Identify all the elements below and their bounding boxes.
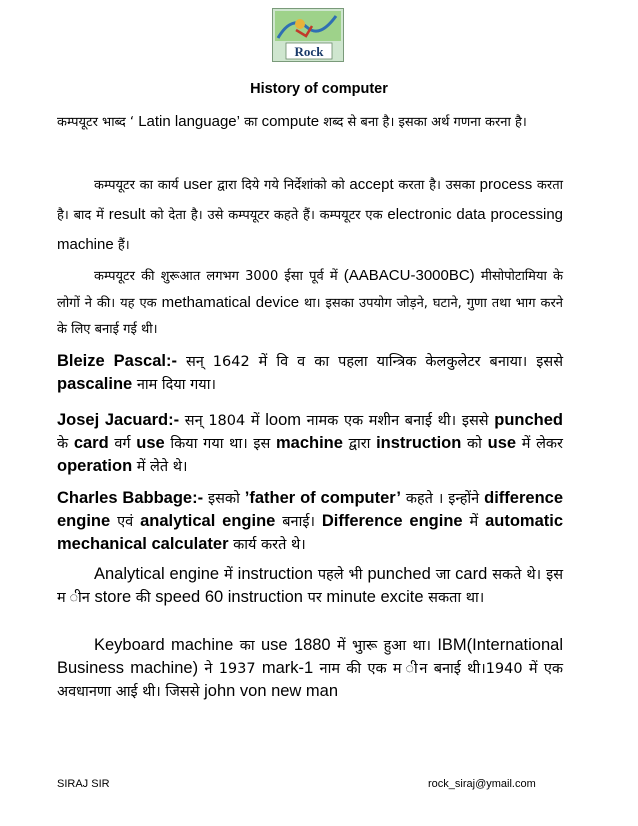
text-run: नामक एक मशीन बनाई थी। इससे	[301, 413, 495, 429]
text-run: सन् 1804 में	[179, 413, 266, 429]
text-run: को	[461, 436, 488, 452]
text-run: नाम दिया गया।	[132, 377, 216, 393]
text-run: machine	[275, 434, 343, 452]
text-run: (AABACU-3000BC)	[343, 267, 475, 284]
text-run: नाम की एक म ीन बनाई थी।1940 में एक अवधानणा आई थी। जिससे	[57, 661, 563, 700]
text-run: operation	[57, 457, 133, 475]
text-run: difference engine	[57, 489, 563, 530]
text-run: करता है। बाद में	[57, 178, 563, 223]
text-run: इसको	[203, 491, 245, 507]
text-run: बनाई।	[275, 514, 322, 530]
text-run: पर	[302, 590, 327, 606]
text-run: compute	[261, 113, 320, 130]
text-run: की	[131, 590, 156, 606]
text-run: वर्ग	[108, 436, 137, 452]
logo-text: Rock	[294, 44, 324, 59]
text-run: कम्पयूटर भाब्द ‘	[57, 115, 139, 130]
text-run: हैं।	[113, 238, 130, 253]
text-run: को देता है। उसे कम्पयूटर कहते हैं। कम्पयूटर एक	[145, 208, 388, 223]
text-run: electronic data processing machine	[57, 206, 564, 253]
text-run: mark-1	[261, 659, 314, 677]
paragraph-josej-jacuard	[57, 409, 563, 478]
page-title: History of computer	[250, 81, 388, 97]
text-run: use	[136, 434, 165, 452]
text-run: ने 1937	[198, 661, 262, 677]
text-run: store	[94, 588, 132, 606]
text-run: Latin language’	[138, 113, 240, 130]
text-run: speed 60 instruction	[155, 588, 303, 606]
text-run: minute excite	[326, 588, 424, 606]
text-run: में भुारू हुआ था।	[330, 638, 438, 654]
text-run: कम्पयूटर का कार्य	[94, 178, 184, 193]
text-run: use 1880	[260, 636, 331, 654]
text-run: में लेते थे।	[132, 459, 188, 475]
heading-run: Charles Babbage:-	[57, 489, 204, 507]
text-run: का	[239, 115, 262, 130]
text-run: सकता था।	[423, 590, 485, 606]
paragraph-charles-babbage	[57, 487, 563, 556]
text-run: के	[57, 436, 74, 452]
text-run: पहले भी	[312, 567, 368, 583]
text-run: में	[462, 514, 486, 530]
paragraph-3	[57, 263, 563, 343]
text-run: सकते थे। इस म ीन	[57, 567, 564, 606]
text-run: में लेकर	[516, 436, 563, 452]
text-run: pascaline	[57, 375, 133, 393]
text-run: instruction	[237, 565, 313, 583]
paragraph-1	[57, 110, 563, 135]
text-run: punched	[494, 411, 563, 429]
text-run: accept	[349, 176, 394, 193]
text-run: सन् 1642 में वि व का पहला यान्त्रिक केलकुलेटर बनाया। इससे	[176, 354, 564, 370]
text-run: card	[73, 434, 109, 452]
text-run: कार्य करते थे।	[228, 537, 306, 553]
text-run: ’father of computer’	[244, 489, 401, 507]
footer-email: rock_siraj@ymail.com	[428, 778, 536, 790]
text-run: किया गया था। इस	[164, 436, 276, 452]
text-run: automatic mechanical calculater	[57, 512, 563, 553]
text-run: में	[219, 567, 238, 583]
paragraph-bleize-pascal	[57, 350, 563, 396]
text-run: use	[487, 434, 517, 452]
text-run: card	[455, 565, 488, 583]
rock-logo	[272, 8, 344, 62]
text-run: करता है। उसका	[393, 178, 480, 193]
text-run: कहते । इन्होंने	[400, 491, 485, 507]
text-run: कम्पयूटर की शुरूआत लगभग 3000 ईसा पूर्व में	[94, 269, 344, 284]
text-run: analytical engine	[140, 512, 276, 530]
text-run: IBM(International Business machine)	[57, 636, 563, 677]
text-run: john von new man	[204, 682, 339, 700]
footer-author: SIRAJ SIR	[57, 778, 110, 790]
heading-run: Bleize Pascal:-	[57, 352, 177, 370]
heading-run: Josej Jacuard:-	[57, 411, 180, 429]
text-run: Keyboard machine	[94, 636, 234, 654]
text-run: जा	[430, 567, 456, 583]
text-run: Difference engine	[321, 512, 463, 530]
text-run: शब्द से बना है। इसका अर्थ गणना करना है।	[319, 115, 527, 130]
text-run: द्वारा	[342, 436, 377, 452]
text-run: punched	[367, 565, 431, 583]
text-run: मीसोपोटामिया के लोगों ने की। यह एक	[57, 269, 564, 311]
paragraph-keyboard-machine	[57, 634, 563, 703]
text-run: result	[108, 206, 146, 223]
text-run: द्वारा दिये गये निर्देशांको को	[212, 178, 350, 193]
text-run: user	[183, 176, 213, 193]
paragraph-2	[57, 170, 563, 260]
text-run: loom	[265, 411, 301, 429]
text-run: था। इसका उपयोग जोड़ने, घटाने, गुणा तथा भाग करने के लिए बनाई गई थी।	[57, 296, 563, 337]
text-run: methamatical device	[161, 294, 300, 311]
paragraph-analytical-engine	[57, 563, 563, 609]
text-run: process	[479, 176, 533, 193]
text-run: एवं	[110, 514, 141, 530]
text-run: Analytical engine	[94, 565, 220, 583]
text-run: instruction	[376, 434, 462, 452]
text-run: का	[233, 638, 261, 654]
